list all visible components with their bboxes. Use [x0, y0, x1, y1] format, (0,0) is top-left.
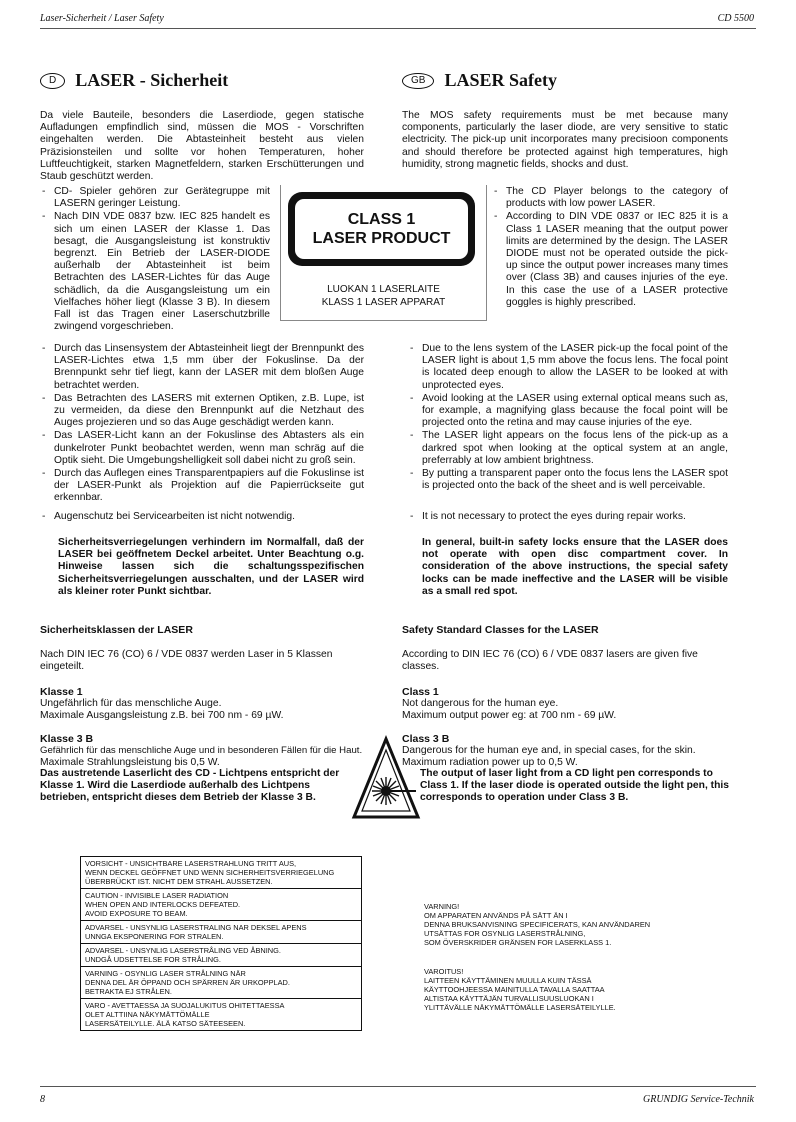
- de-bullet: - Augenschutz bei Servicearbeiten ist nicht notwendig.: [40, 511, 364, 523]
- warning-row-dk: [81, 944, 361, 967]
- warning-line: BETRAKTA EJ STRÅLEN.: [85, 987, 172, 996]
- page-number: 8: [40, 1094, 45, 1105]
- en-intro: The MOS safety requirements must be met because many components, particularly the laser diode, are very sensitive to static electricity. The pick-up unit incorporates many precisioon components and should therefore be protected against high temperatures, high humidity, strong magnetic fields, shocks and dust.: [402, 110, 728, 170]
- warning-line: VARNING - OSYNLIG LASER STRÅLNING NÄR: [85, 969, 246, 978]
- de-bullet: - Das LASER-Licht kann an der Fokuslinse des Abtasters als ein dunkelroter Punkt beobachtet werden, wenn man schräg auf die Optik sieht. Die Umgebungshelligkeit soll dabei nicht zu groß sein.: [40, 430, 364, 467]
- header-right: CD 5500: [717, 13, 754, 24]
- warning-line: AVOID EXPOSURE TO BEAM.: [85, 909, 188, 918]
- label-sub-fi: LUOKAN 1 LASERLAITE: [327, 284, 440, 295]
- laser-warning-icon: [350, 735, 422, 821]
- de-class3-line1: Gefährlich für das menschliche Auge und in besonderen Fällen für die Haut.: [40, 745, 363, 756]
- warning-line: WENN DECKEL GEÖFFNET UND WENN SICHERHEITSVERRIEGELUNG: [85, 868, 335, 877]
- varoitus-notice: [424, 967, 616, 1012]
- notice-line: ALTISTAA KÄYTTÄJÄN TURVALLISUUSLUOKAN I: [424, 994, 594, 1003]
- laser-label-inner: [295, 199, 468, 259]
- laser-label-black-panel: [288, 192, 475, 266]
- de-bullet: - Das Betrachten des LASERS mit externen Optiken, z.B. Lupe, ist zu vermeiden, da diese den Brennpunkt auf die Netzhaut des Auges projezieren und so das Auge geschädigt werden kann.: [40, 393, 364, 430]
- header-left: Laser-Sicherheit / Laser Safety: [40, 13, 164, 24]
- warning-row-fi: [81, 999, 361, 1030]
- en-class3-line2: Maximum radiation power up to 0,5 W.: [402, 757, 578, 768]
- de-light-pen-note: Das austretende Laserlicht des CD - Lichtpens entspricht der Klasse 1. Wird die Laserdiode außerhalb des Lichtpens betrieben, entspricht dieses dem Betrieb der Klasse 3 B.: [40, 768, 340, 804]
- notice-line: SOM ÖVERSKRIDER GRÄNSEN FOR LASERKLASS 1.: [424, 938, 612, 947]
- warning-line: DENNA DEL ÄR ÖPPAND OCH SPÄRREN ÄR URKOPPLAD.: [85, 978, 290, 987]
- en-class1-line1: Not dangerous for the human eye.: [402, 698, 559, 709]
- notice-line: OM APPARATEN ANVÄNDS PÅ SÄTT ÄN I: [424, 911, 568, 920]
- label-laser-product: LASER PRODUCT: [312, 230, 451, 247]
- en-bullet: - Avoid looking at the LASER using external optical means such as, for example, a magnifying glass because the focal point will be projected onto the retina and may cause injuries of the eye.: [408, 393, 728, 430]
- en-title: LASER Safety: [444, 70, 557, 90]
- laser-label-frame: [280, 185, 487, 321]
- de-bullets-top: [40, 186, 270, 334]
- de-class1-line2: Maximale Ausgangsleistung z.B. bei 700 nm - 69 µW.: [40, 710, 284, 721]
- label-class-1: CLASS 1: [347, 211, 416, 228]
- notice-line: YLITTÄVÄLLE NÄKYMÄTTÖMÄLLE LASERSÄTEILYLLE.: [424, 1003, 616, 1012]
- en-class1-title: Class 1: [402, 686, 439, 698]
- de-bullet: - CD- Spieler gehören zur Gerätegruppe mit LASERN geringer Leistung.: [40, 186, 270, 210]
- de-language-badge: D: [40, 73, 65, 89]
- warning-line: OLET ALTTIINA NÄKYMÄTTÖMÄLLE: [85, 1010, 210, 1019]
- warning-line: CAUTION - INVISIBLE LASER RADIATION: [85, 891, 229, 900]
- notice-line: VARNING!: [424, 902, 460, 911]
- de-title: LASER - Sicherheit: [75, 70, 229, 90]
- en-class3-line1: Dangerous for the human eye and, in special cases, for the skin.: [402, 745, 696, 756]
- warning-line: VORSICHT - UNSICHTBARE LASERSTRAHLUNG TRITT AUS,: [85, 859, 297, 868]
- warning-line: UNNGA EKSPONERING FOR STRALEN.: [85, 932, 224, 941]
- label-sub-se: KLASS 1 LASER APPARAT: [321, 297, 446, 308]
- de-bullet: - Durch das Linsensystem der Abtasteinheit liegt der Brennpunkt des LASER-Lichtes etwa 1,5 mm über der Fokuslinse. Da der Brennpunkt sehr tief liegt, kann der LASER mit dem bloßen Auge betrachtet werden.: [40, 343, 364, 392]
- warning-line: ADVARSEL - UNSYNLIG LASERSTRALING NAR DEKSEL APENS: [85, 923, 307, 932]
- notice-line: UTSÄTTAS FOR OSYNLIG LASERSTRÅLNING,: [424, 929, 586, 938]
- en-bullets-top: [492, 186, 728, 310]
- warning-row-se: [81, 967, 361, 999]
- label-subtext: [281, 283, 486, 309]
- de-safety-lock-note: Sicherheitsverriegelungen verhindern im Normalfall, daß der LASER bei geöffnetem Deckel arbeitet. Unter Beachtung o.g. Hinweise lassen sich die schaltungsspezifischen Sicherheitsverriegelungen ausschalten, und der LASER wird als kleiner roter Punkt sichtbar.: [58, 537, 364, 597]
- en-bullet-last: [408, 511, 728, 524]
- en-classes-section: [402, 624, 732, 769]
- en-bullets: [408, 343, 728, 493]
- de-intro: Da viele Bauteile, besonders die Laserdiode, gegen statische Aufladungen empfindlich sind, müssen die MOS - Vorschriften eingehalten werden. Die Abtasteinheit besteht aus vielen Präzisionsteilen und sollte vor hohen Temperaturen, hoher Luftfeuchtigkeit, starken Magnetfeldern, starken Erschütterungen und Staub geschützt werden.: [40, 110, 364, 183]
- en-class3-title: Class 3 B: [402, 733, 450, 745]
- footer-brand: GRUNDIG Service-Technik: [643, 1094, 754, 1105]
- en-bullet: - According to DIN VDE 0837 or IEC 825 it is a Class 1 LASER meaning that the output power limits are determined by the design. The LASER DIODE must not be operated outside the pick-up since the output power increases many times over (Class 3B) and causes injuries of the eye. In this case the use of a LASER protective goggles is highly prescribed.: [492, 211, 728, 309]
- warning-row-no: [81, 921, 361, 944]
- en-classes-heading: Safety Standard Classes for the LASER: [402, 624, 599, 636]
- notice-line: VAROITUS!: [424, 967, 464, 976]
- header-rule: [40, 28, 756, 29]
- warning-line: ÜBERBRÜCKT IST. NICHT DEM STRAHL AUSSETZEN.: [85, 877, 273, 886]
- en-bullet: - The LASER light appears on the focus lens of the pick-up as a darkred spot when looking at the optical system at an angle, preferrably at low ambient brightness.: [408, 430, 728, 467]
- de-class3-line2: Maximale Strahlungsleistung bis 0,5 W.: [40, 757, 220, 768]
- de-classes-section: [40, 624, 370, 769]
- de-classes-heading: Sicherheitsklassen der LASER: [40, 624, 193, 636]
- warning-row-en: [81, 889, 361, 921]
- en-bullet: - It is not necessary to protect the eyes during repair works.: [408, 511, 728, 523]
- de-bullet-last: [40, 511, 364, 524]
- varning-notice: [424, 902, 650, 947]
- de-bullet: - Durch das Auflegen eines Transparentpapiers auf die Fokuslinse ist der LASER-Punkt als Projektion auf die Papierrückseite gut erkennbar.: [40, 468, 364, 505]
- de-class3-title: Klasse 3 B: [40, 733, 94, 745]
- de-class1-title: Klasse 1: [40, 686, 83, 698]
- en-title-row: [402, 70, 557, 91]
- de-bullet: - Nach DIN VDE 0837 bzw. IEC 825 handelt es sich um einen LASER der Klasse 1. Das besagt, die Ausgangsleistung ist konstruktiv begrenzt. Ein Betrieb der LASER-DIODE außerhalb der Abtasteinheit ist beim Betrachten des LASER-Lichtes für das Auge schädlich, da die Ausgangsleistung um ein Vielfaches höher liegt (Klasse 3 B). In diesem Fall ist das Tragen einer Laserschutzbrille zwingend vorgeschrieben.: [40, 211, 270, 333]
- de-title-row: [40, 70, 228, 91]
- en-light-pen-note: The output of laser light from a CD light pen corresponds to Class 1. If the laser diode is operated outside the light pen, this corresponds to operation under Class 3 B.: [420, 768, 729, 804]
- notice-line: LAITTEEN KÄYTTÄMINEN MUULLA KUIN TÄSSÄ: [424, 976, 592, 985]
- en-language-badge: GB: [402, 73, 434, 89]
- en-bullet: - The CD Player belongs to the category of products with low power LASER.: [492, 186, 728, 210]
- warning-line: ADVARSEL - UNSYNLIG LASERSTRÅLING VED ÅBNING.: [85, 946, 281, 955]
- de-bullets: [40, 343, 364, 506]
- warning-line: WHEN OPEN AND INTERLOCKS DEFEATED.: [85, 900, 241, 909]
- en-safety-lock-note: In general, built-in safety locks ensure that the LASER does not operate with open disc compartment cover. In consideration of the above instructions, the special safety locks can be made ineffective and the LASER will be visible as a small red spot.: [422, 537, 728, 597]
- notice-line: DENNA BRUKSANVISNING SPECIFICERATS, KAN ANVÄNDAREN: [424, 920, 651, 929]
- warning-line: LASERSÄTEILYLLE. ÄLÄ KATSO SÄTEESEEN.: [85, 1019, 246, 1028]
- warning-line: VARO - AVETTAESSA JA SUOJALUKITUS OHITETTAESSA: [85, 1001, 285, 1010]
- en-class1-line2: Maximum output power eg: at 700 nm - 69 µW.: [402, 710, 617, 721]
- warning-row-de: [81, 857, 361, 889]
- notice-line: KÄYTTOOHJEESSA MAINITULLA TAVALLA SAATTAA: [424, 985, 605, 994]
- en-bullet: - Due to the lens system of the LASER pick-up the focal point of the LASER light is about 1,5 mm above the focus lens. The focal point is located deep enough to allow the LASER to be looked at with unprotected eyes.: [408, 343, 728, 392]
- de-classes-intro: Nach DIN IEC 76 (CO) 6 / VDE 0837 werden Laser in 5 Klassen eingeteilt.: [40, 649, 333, 672]
- de-class1-line1: Ungefährlich für das menschliche Auge.: [40, 698, 222, 709]
- footer-rule: [40, 1086, 756, 1087]
- en-classes-intro: According to DIN IEC 76 (CO) 6 / VDE 0837 lasers are given five classes.: [402, 649, 698, 672]
- warning-labels-box: [80, 856, 362, 1031]
- en-bullet: - By putting a transparent paper onto the focus lens the LASER spot is projected onto the back of the sheet and is well perceivable.: [408, 468, 728, 492]
- warning-line: UNDGÅ UDSETTELSE FOR STRÅLING.: [85, 955, 221, 964]
